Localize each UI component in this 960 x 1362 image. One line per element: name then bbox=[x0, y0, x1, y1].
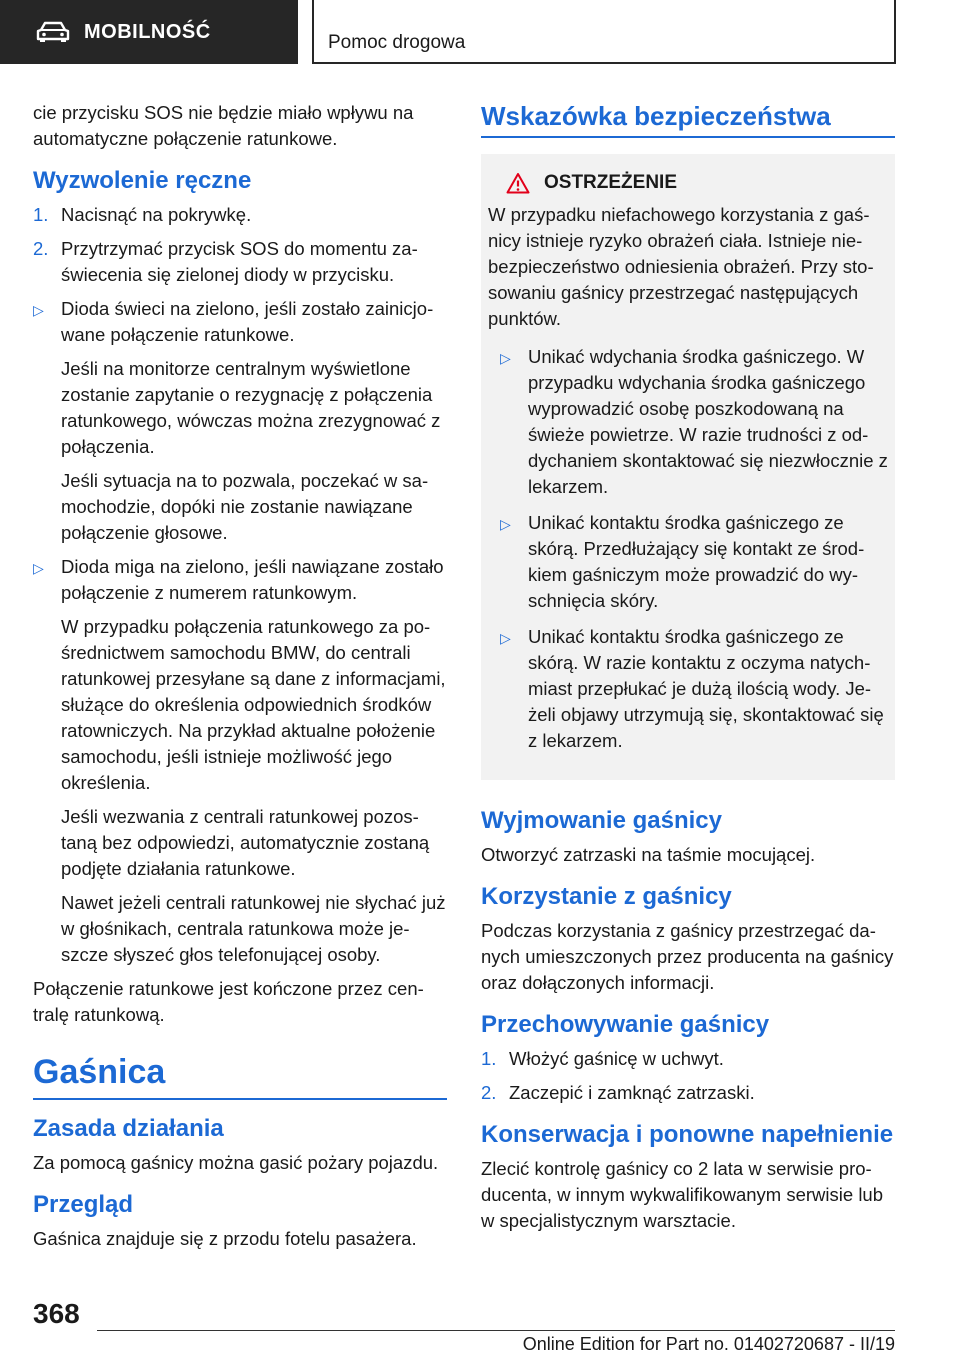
bullet-text: Unikać wdychania środka gaśniczego. W przypadku wdychania środka gaśniczego wyprowadzić osobę poszkodowaną na świeże powietrze. W razie trudności z oddychaniem skontaktować się niezwłocznie z lekarzem. bbox=[528, 346, 888, 497]
list-item bbox=[500, 510, 888, 614]
step-number: 2. bbox=[481, 1082, 497, 1103]
use-heading: Korzystanie z gaśnicy bbox=[481, 883, 732, 910]
warning-box bbox=[481, 154, 895, 780]
storage-heading: Przechowywanie gaśnicy bbox=[481, 1011, 770, 1038]
warning-text: W przypadku niefachowego korzystania z gaśnicy istnieje ryzyko obrażeń ciała. Istnieje niebezpieczeństwo odniesienia obrażeń. Przy stosowaniu gaśnicy przestrzegać następujących punktów. bbox=[488, 204, 874, 329]
maintenance-heading: Konserwacja i ponowne napełnienie bbox=[481, 1121, 894, 1148]
step-number: 1. bbox=[481, 1048, 497, 1069]
warning-header bbox=[506, 172, 888, 194]
removal-text: Otworzyć zatrzaski na taśmie mocującej. bbox=[481, 844, 816, 865]
bullet-text: Jeśli na monitorze centralnym wyświetlone zostanie zapytanie o rezygnację z połączenia ratunkowego, wówczas można zrezygnować z połączenia. bbox=[61, 358, 441, 457]
triangle-right-icon: ▷ bbox=[500, 350, 511, 366]
step-text: Włożyć gaśnicę w uchwyt. bbox=[509, 1048, 724, 1069]
list-item bbox=[33, 554, 447, 968]
ending-text: Połączenie ratunkowe jest kończone przez centralę ratunkową. bbox=[33, 978, 424, 1025]
manual-steps-list bbox=[33, 202, 447, 288]
step-number: 1. bbox=[33, 204, 49, 225]
bullet-text: Jeśli sytuacja na to pozwala, poczekać w samochodzie, dopóki nie zostanie nawiązane połączenie głosowe. bbox=[61, 470, 429, 543]
edition-text: Online Edition for Part no. 01402720687 - II/19 bbox=[522, 1334, 895, 1354]
footer-rule bbox=[97, 1330, 895, 1331]
list-item bbox=[33, 202, 447, 228]
heading-rule bbox=[481, 136, 895, 138]
triangle-right-icon: ▷ bbox=[500, 516, 511, 532]
heading-rule bbox=[33, 1098, 447, 1100]
bullet-text: Unikać kontaktu środka gaśniczego ze skórą. W razie kontaktu z oczyma natychmiast przepłukać je dużą ilością wody. Jeżeli objawy utrzymują się, skontaktować się z lekarzem. bbox=[528, 626, 884, 751]
bullet-text: Unikać kontaktu środka gaśniczego ze skórą. Przedłużający się kontakt ze środkiem gaśniczym może prowadzić do wyschnięcia skóry. bbox=[528, 512, 865, 611]
header-chapter-tab bbox=[312, 0, 896, 64]
page-number: 368 bbox=[33, 1298, 80, 1329]
extinguisher-heading: Gaśnica bbox=[33, 1053, 166, 1091]
chapter-title: Pomoc drogowa bbox=[328, 32, 466, 53]
principle-text: Za pomocą gaśnicy można gasić pożary pojazdu. bbox=[33, 1152, 439, 1173]
list-item bbox=[481, 1046, 895, 1072]
status-bullets-list bbox=[33, 296, 447, 968]
removal-heading: Wyjmowanie gaśnicy bbox=[481, 807, 722, 834]
list-item bbox=[500, 624, 888, 754]
storage-steps-list bbox=[481, 1046, 895, 1106]
section-title: MOBILNOŚĆ bbox=[84, 20, 211, 43]
principle-heading: Zasada działania bbox=[33, 1115, 224, 1142]
left-column bbox=[33, 100, 447, 1264]
list-item bbox=[33, 296, 447, 546]
intro-text: cie przycisku SOS nie będzie miało wpływu na automatyczne połączenie ratunkowe. bbox=[33, 102, 414, 149]
use-text: Podczas korzystania z gaśnicy przestrzegać danych umieszczonych przez producenta na gaśnicy oraz dołączonych informacji. bbox=[481, 920, 894, 993]
bullet-text: W przypadku połączenia ratunkowego za pośrednictwem samochodu BMW, do centrali ratunkowej przesyłane są dane z informacjami, służące do określenia odpowiednich środków ratowniczych. Na przykład aktualne położenie samochodu, jeśli istnieje możliwość jego określenia. bbox=[61, 616, 446, 793]
step-text: Zaczepić i zamknąć zatrzaski. bbox=[509, 1082, 755, 1103]
header-section-tab bbox=[0, 0, 298, 64]
warning-bullets-list bbox=[500, 344, 888, 754]
triangle-right-icon: ▷ bbox=[500, 630, 511, 646]
warning-label: OSTRZEŻENIE bbox=[544, 172, 678, 193]
list-item bbox=[33, 236, 447, 288]
bullet-text: Dioda świeci na zielono, jeśli zostało zainicjowane połączenie ratunkowe. bbox=[61, 298, 434, 345]
bullet-text: Nawet jeżeli centrali ratunkowej nie słychać już w głośnikach, centrala ratunkowa może jeszcze słyszeć głos telefonującej osoby. bbox=[61, 892, 446, 965]
bullet-text: Dioda miga na zielono, jeśli nawiązane zostało połączenie z numerem ratunkowym. bbox=[61, 556, 444, 603]
manual-trigger-heading: Wyzwolenie ręczne bbox=[33, 167, 252, 194]
triangle-right-icon: ▷ bbox=[33, 560, 44, 576]
step-text: Nacisnąć na pokrywkę. bbox=[61, 204, 252, 225]
right-column bbox=[481, 100, 895, 1246]
safety-heading: Wskazówka bezpieczeństwa bbox=[481, 101, 831, 131]
step-text: Przytrzymać przycisk SOS do momentu zaświecenia się zielonej diody w przycisku. bbox=[61, 238, 418, 285]
overview-text: Gaśnica znajduje się z przodu fotelu pasażera. bbox=[33, 1228, 417, 1249]
overview-heading: Przegląd bbox=[33, 1191, 134, 1218]
list-item bbox=[500, 344, 888, 500]
step-number: 2. bbox=[33, 238, 49, 259]
car-icon bbox=[36, 21, 70, 43]
list-item bbox=[481, 1080, 895, 1106]
bullet-text: Jeśli wezwania z centrali ratunkowej pozostaną bez odpowiedzi, automatycznie zostaną podjęte działania ratunkowe. bbox=[61, 806, 430, 879]
warning-triangle-icon bbox=[506, 172, 530, 194]
triangle-right-icon: ▷ bbox=[33, 302, 44, 318]
maintenance-text: Zlecić kontrolę gaśnicy co 2 lata w serwisie producenta, w innym wykwalifikowanym serwisie lub w specjalistycznym warsztacie. bbox=[481, 1158, 884, 1231]
